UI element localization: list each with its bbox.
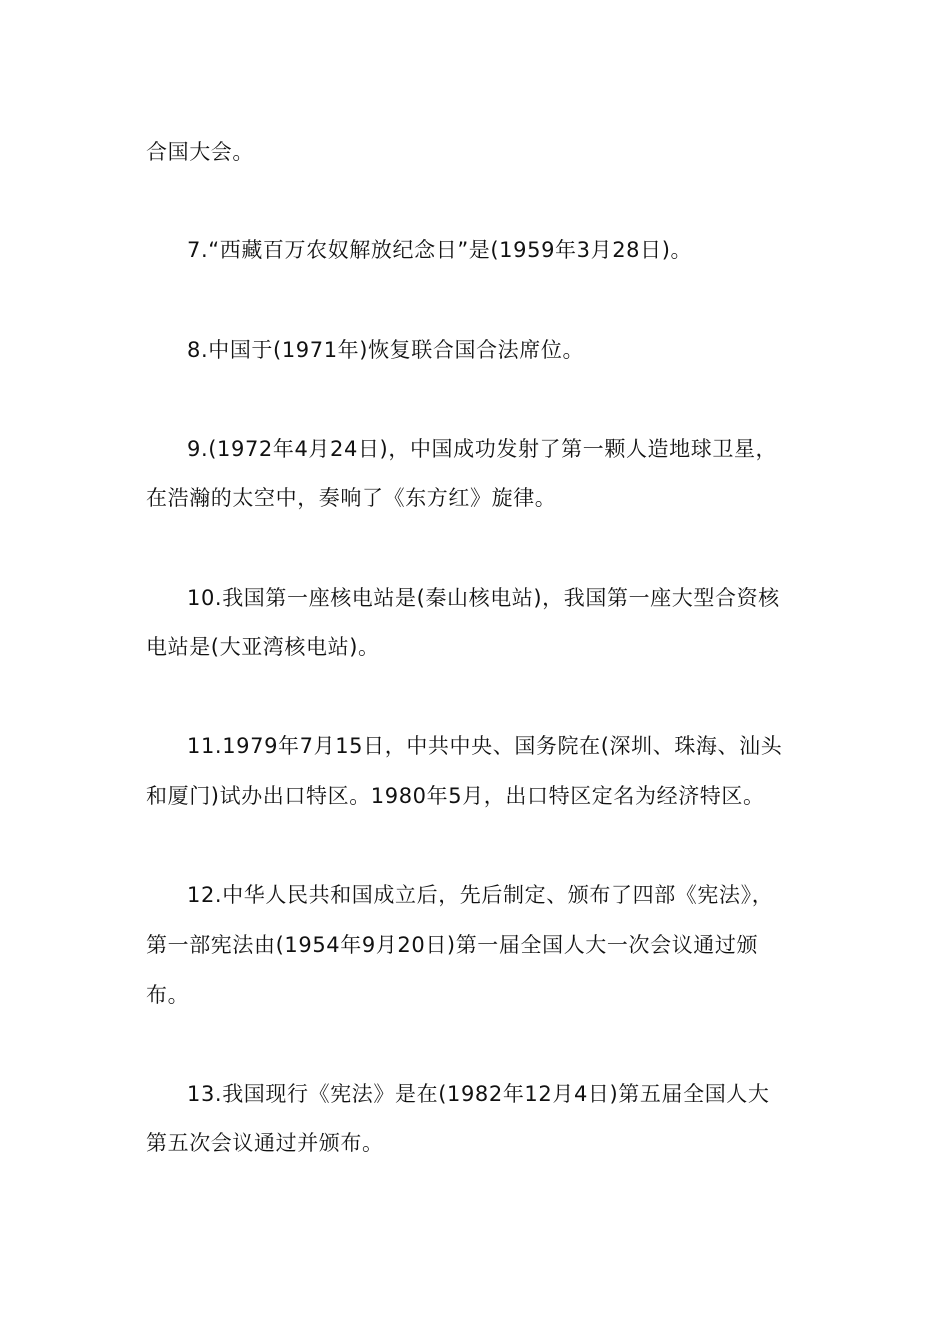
text-line: 合国大会。 <box>146 140 254 164</box>
text-line: 12.中华人民共和国成立后，先后制定、颁布了四部《宪法》， <box>187 883 774 907</box>
text-line: 电站是(大亚湾核电站)。 <box>146 635 380 659</box>
text-line: 在浩瀚的太空中，奏响了《东方红》旋律。 <box>146 486 557 510</box>
text-line: 8.中国于(1971年)恢复联合国合法席位。 <box>187 338 585 362</box>
text-line: 9.(1972年4月24日)，中国成功发射了第一颗人造地球卫星， <box>187 437 778 461</box>
text-line: 10.我国第一座核电站是(秦山核电站)，我国第一座大型合资核 <box>187 586 780 610</box>
text-line: 和厦门)试办出口特区。1980年5月，出口特区定名为经济特区。 <box>146 784 765 808</box>
text-line: 第五次会议通过并颁布。 <box>146 1131 384 1155</box>
text-line: 11.1979年7月15日，中共中央、国务院在(深圳、珠海、汕头 <box>187 734 783 758</box>
text-line: 布。 <box>146 983 190 1007</box>
text-line: 7.“西藏百万农奴解放纪念日”是(1959年3月28日)。 <box>187 238 693 262</box>
text-line: 13.我国现行《宪法》是在(1982年12月4日)第五届全国人大 <box>187 1082 770 1106</box>
text-line: 第一部宪法由(1954年9月20日)第一届全国人大一次会议通过颁 <box>146 933 759 957</box>
